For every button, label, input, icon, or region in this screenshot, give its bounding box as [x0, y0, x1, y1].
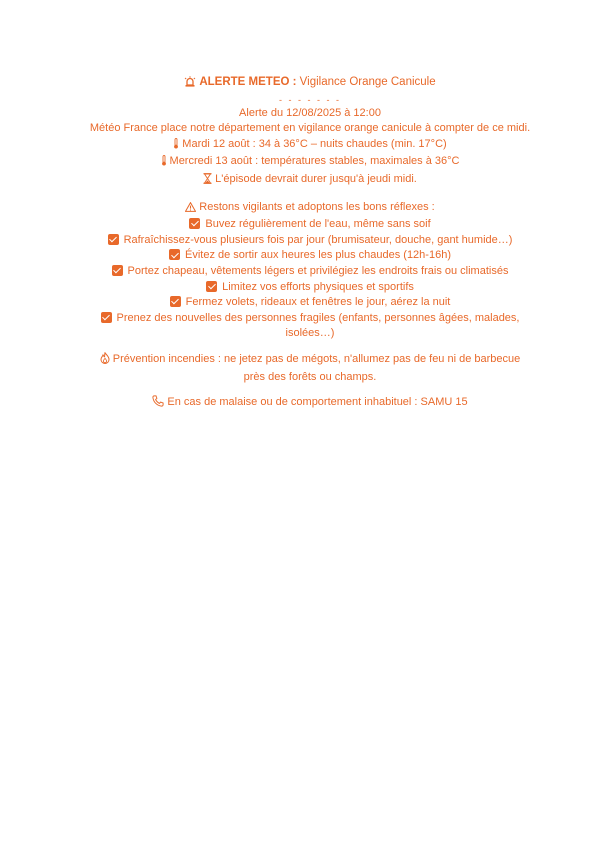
emergency-contact [70, 395, 550, 413]
alert-title [70, 75, 550, 93]
reflex-text: Rafraîchissez-vous plusieurs fois par jour (brumisateur, douche, gant humide…) [123, 233, 513, 246]
reflex-text: Évitez de sortir aux heures les plus chaudes (12h-16h) [185, 249, 451, 262]
alert-content [70, 75, 550, 413]
alert-title-text: Vigilance Orange Canicule [299, 76, 436, 88]
siren-icon [184, 76, 196, 93]
reflex-text: Buvez régulièrement de l'eau, même sans soif [205, 218, 431, 231]
reflex-item [70, 217, 550, 233]
reflex-item [70, 248, 550, 264]
thermometer-icon [161, 155, 167, 172]
reflex-item [70, 295, 550, 311]
reflex-text: Portez chapeau, vêtements légers et privilégiez les endroits frais ou climatisés [127, 264, 509, 277]
checkmark-icon [170, 296, 181, 307]
emergency-text: En cas de malaise ou de comportement inhabituel : SAMU 15 [167, 396, 468, 409]
checkmark-icon [101, 312, 112, 323]
forecast-item [70, 154, 550, 172]
hourglass-icon [203, 173, 212, 190]
checkmark-icon [206, 281, 217, 292]
intro-text: Météo France place notre département en vigilance orange canicule à compter de ce midi. [89, 122, 531, 135]
warning-icon [185, 202, 196, 218]
fire-prevention-text: Prévention incendies : ne jetez pas de mégots, n'allumez pas de feu ni de barbecue près des forêts ou champs. [112, 352, 521, 383]
forecast-text: Mardi 12 août : 34 à 36°C – nuits chaudes (min. 17°C) [182, 137, 447, 150]
forecast-text: Mercredi 13 août : températures stables, maximales à 36°C [169, 155, 460, 168]
forecast-text: L'épisode devrait durer jusqu'à jeudi midi. [215, 172, 417, 185]
phone-icon [152, 395, 164, 413]
thermometer-icon [173, 138, 179, 155]
reflex-text: Limitez vos efforts physiques et sportifs [222, 280, 414, 293]
reflex-item [70, 280, 550, 296]
alert-date: Alerte du 12/08/2025 à 12:00 [239, 106, 381, 119]
forecast-item [70, 137, 550, 155]
reflexes-heading [70, 200, 550, 218]
separator-dashes: - - - - - - - [279, 94, 341, 105]
checkmark-icon [189, 218, 200, 229]
fire-icon [100, 352, 110, 370]
forecast-item [70, 172, 550, 190]
reflexes-heading-text: Restons vigilants et adoptons les bons réflexes : [199, 200, 435, 213]
reflex-item [70, 264, 550, 280]
checkmark-icon [108, 234, 119, 245]
reflex-item [70, 233, 550, 249]
reflex-text: Prenez des nouvelles des personnes fragiles (enfants, personnes âgées, malades, isolées…) [116, 311, 520, 340]
reflex-text: Fermez volets, rideaux et fenêtres le jour, aérez la nuit [185, 296, 451, 309]
checkmark-icon [112, 265, 123, 276]
fire-prevention [70, 352, 550, 385]
reflex-item [70, 311, 550, 342]
checkmark-icon [169, 249, 180, 260]
alert-title-label: ALERTE METEO : [199, 76, 297, 88]
